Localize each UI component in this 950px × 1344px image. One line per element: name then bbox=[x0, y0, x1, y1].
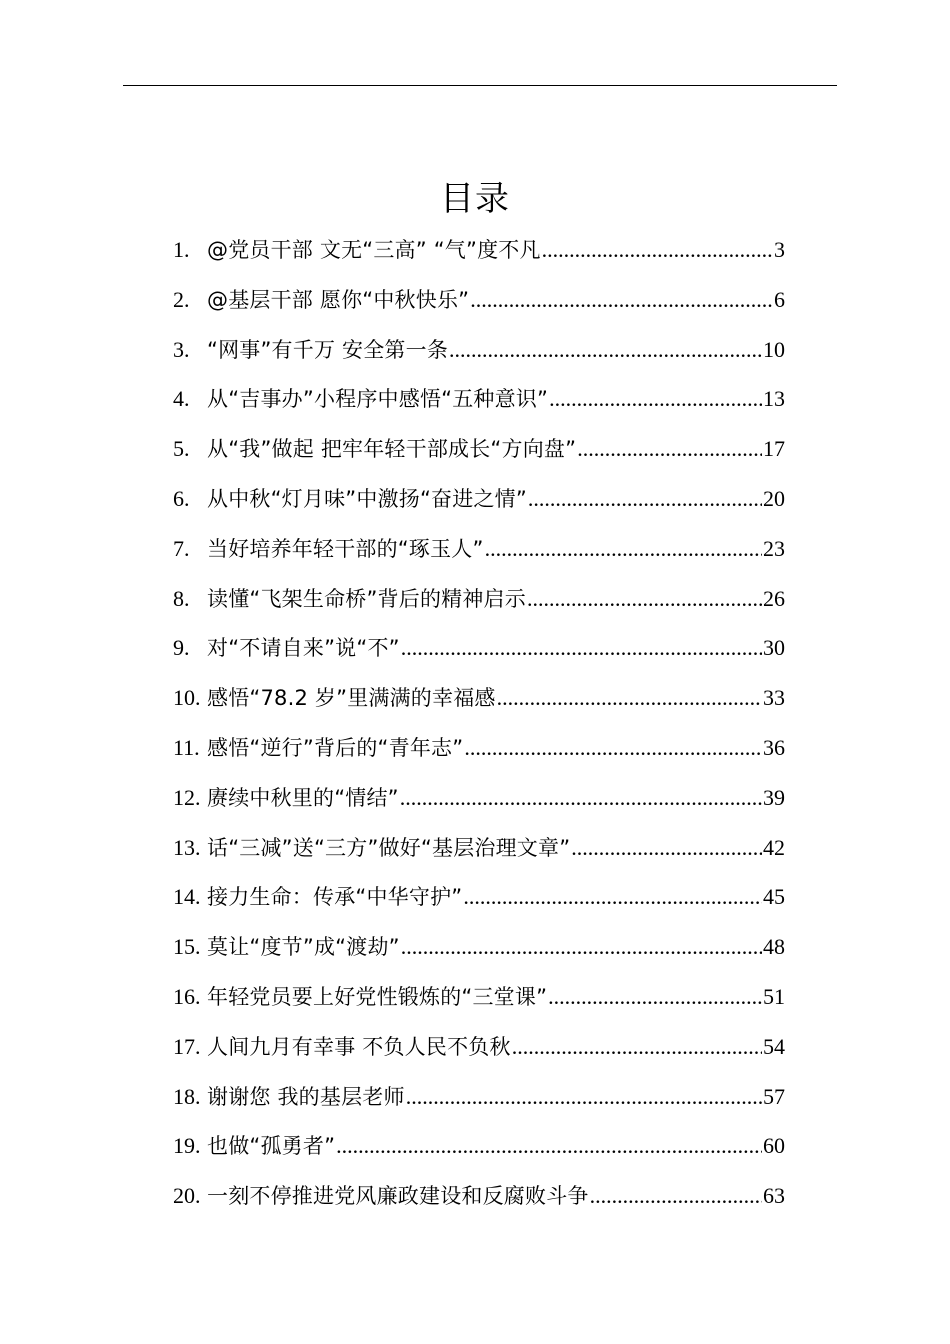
toc-entry-number: 4. bbox=[173, 386, 190, 412]
toc-entry-number: 3. bbox=[173, 336, 190, 362]
toc-dot-leader bbox=[401, 623, 762, 673]
toc-entry-page-number: 17 bbox=[763, 436, 785, 462]
toc-entry[interactable] bbox=[173, 225, 785, 275]
toc-entry[interactable] bbox=[173, 673, 785, 723]
toc-entry-title: 年轻党员要上好党性锻炼的“三堂课” bbox=[207, 984, 548, 1009]
toc-entry-title: 话“三减”送“三方”做好“基层治理文章” bbox=[207, 835, 571, 860]
toc-entry-number: 5. bbox=[173, 436, 190, 462]
toc-entry[interactable] bbox=[173, 325, 785, 375]
toc-entry[interactable] bbox=[173, 972, 785, 1022]
toc-entry-number: 19. bbox=[173, 1133, 201, 1159]
toc-entry-title: 感悟“78.2 岁”里满满的幸福感 bbox=[207, 686, 496, 711]
toc-entry-number: 2. bbox=[173, 286, 190, 312]
toc-entry-number: 9. bbox=[173, 635, 190, 661]
toc-list bbox=[173, 225, 785, 1221]
toc-entry-number: 15. bbox=[173, 934, 201, 960]
toc-entry-number: 13. bbox=[173, 834, 201, 860]
toc-entry[interactable] bbox=[173, 872, 785, 922]
toc-entry[interactable] bbox=[173, 1171, 785, 1221]
page-title: 目录 bbox=[440, 179, 510, 219]
toc-entry-page-number: 36 bbox=[763, 734, 785, 760]
toc-dot-leader bbox=[470, 275, 773, 325]
toc-entry-page-number: 63 bbox=[763, 1183, 785, 1209]
toc-entry-page-number: 51 bbox=[763, 983, 785, 1009]
toc-entry-number: 14. bbox=[173, 884, 201, 910]
toc-dot-leader bbox=[577, 424, 762, 474]
toc-dot-leader bbox=[528, 474, 762, 524]
toc-entry-page-number: 6 bbox=[774, 286, 785, 312]
toc-entry-number: 8. bbox=[173, 585, 190, 611]
toc-dot-leader bbox=[485, 524, 762, 574]
toc-entry-title: 莫让“度节”成“渡劫” bbox=[207, 935, 400, 960]
toc-entry-number: 12. bbox=[173, 784, 201, 810]
toc-entry-title: @基层干部 愿你“中秋快乐” bbox=[207, 287, 470, 312]
toc-entry[interactable] bbox=[173, 723, 785, 773]
toc-entry[interactable] bbox=[173, 623, 785, 673]
toc-entry-title: 对“不请自来”说“不” bbox=[207, 636, 400, 661]
toc-entry[interactable] bbox=[173, 922, 785, 972]
toc-entry-page-number: 45 bbox=[763, 884, 785, 910]
toc-entry-page-number: 48 bbox=[763, 934, 785, 960]
toc-entry-title: 从“我”做起 把牢年轻干部成长“方向盘” bbox=[207, 437, 577, 462]
toc-entry-page-number: 30 bbox=[763, 635, 785, 661]
toc-entry-page-number: 54 bbox=[763, 1033, 785, 1059]
toc-entry-number: 16. bbox=[173, 983, 201, 1009]
toc-dot-leader bbox=[549, 374, 762, 424]
toc-dot-leader bbox=[542, 225, 773, 275]
toc-dot-leader bbox=[590, 1171, 762, 1221]
toc-entry-number: 7. bbox=[173, 535, 190, 561]
toc-entry-title: 赓续中秋里的“情结” bbox=[207, 785, 399, 810]
toc-entry[interactable] bbox=[173, 1022, 785, 1072]
toc-dot-leader bbox=[406, 1072, 762, 1122]
toc-entry-page-number: 39 bbox=[763, 784, 785, 810]
toc-dot-leader bbox=[497, 673, 762, 723]
toc-entry-page-number: 57 bbox=[763, 1083, 785, 1109]
toc-entry[interactable] bbox=[173, 1072, 785, 1122]
toc-dot-leader bbox=[464, 723, 762, 773]
toc-dot-leader bbox=[463, 872, 762, 922]
toc-entry-number: 10. bbox=[173, 685, 201, 711]
toc-dot-leader bbox=[336, 1121, 762, 1171]
toc-entry-page-number: 13 bbox=[763, 386, 785, 412]
toc-entry-title: 读懂“飞架生命桥”背后的精神启示 bbox=[207, 586, 526, 611]
toc-dot-leader bbox=[401, 922, 762, 972]
toc-entry[interactable] bbox=[173, 524, 785, 574]
header-rule bbox=[123, 85, 837, 86]
toc-entry-page-number: 33 bbox=[763, 685, 785, 711]
toc-entry-title: 谢谢您 我的基层老师 bbox=[207, 1084, 405, 1109]
toc-entry-page-number: 23 bbox=[763, 535, 785, 561]
toc-dot-leader bbox=[527, 574, 762, 624]
toc-dot-leader bbox=[512, 1022, 762, 1072]
toc-entry-number: 17. bbox=[173, 1033, 201, 1059]
toc-entry-page-number: 42 bbox=[763, 834, 785, 860]
toc-entry[interactable] bbox=[173, 773, 785, 823]
toc-dot-leader bbox=[400, 773, 762, 823]
toc-entry[interactable] bbox=[173, 374, 785, 424]
toc-entry[interactable] bbox=[173, 1121, 785, 1171]
toc-entry-title: 也做“孤勇者” bbox=[207, 1134, 336, 1159]
toc-entry[interactable] bbox=[173, 474, 785, 524]
toc-dot-leader bbox=[548, 972, 762, 1022]
toc-entry-page-number: 26 bbox=[763, 585, 785, 611]
toc-entry-number: 18. bbox=[173, 1083, 201, 1109]
toc-entry[interactable] bbox=[173, 574, 785, 624]
toc-dot-leader bbox=[571, 823, 762, 873]
toc-entry-number: 1. bbox=[173, 237, 190, 262]
toc-entry-page-number: 3 bbox=[774, 237, 785, 262]
toc-entry-number: 20. bbox=[173, 1183, 201, 1209]
toc-entry-title: 一刻不停推进党风廉政建设和反腐败斗争 bbox=[207, 1184, 589, 1209]
toc-dot-leader bbox=[449, 325, 762, 375]
toc-entry[interactable] bbox=[173, 275, 785, 325]
toc-entry-title: 从“吉事办”小程序中感悟“五种意识” bbox=[207, 387, 549, 412]
toc-entry-title: “网事”有千万 安全第一条 bbox=[207, 337, 449, 362]
toc-entry-number: 6. bbox=[173, 485, 190, 511]
toc-entry-title: 接力生命：传承“中华守护” bbox=[207, 885, 463, 910]
toc-entry-page-number: 10 bbox=[763, 336, 785, 362]
toc-entry-title: 从中秋“灯月味”中激扬“奋进之情” bbox=[207, 486, 527, 511]
toc-entry-title: 当好培养年轻干部的“琢玉人” bbox=[207, 536, 484, 561]
toc-entry[interactable] bbox=[173, 823, 785, 873]
toc-entry-title: 感悟“逆行”背后的“青年志” bbox=[207, 735, 464, 760]
toc-entry-title: 人间九月有幸事 不负人民不负秋 bbox=[207, 1034, 511, 1059]
toc-entry-number: 11. bbox=[173, 734, 200, 760]
toc-entry[interactable] bbox=[173, 424, 785, 474]
toc-entry-page-number: 60 bbox=[763, 1133, 785, 1159]
toc-entry-page-number: 20 bbox=[763, 485, 785, 511]
toc-entry-title: @党员干部 文无“三高” “气”度不凡 bbox=[207, 238, 541, 262]
